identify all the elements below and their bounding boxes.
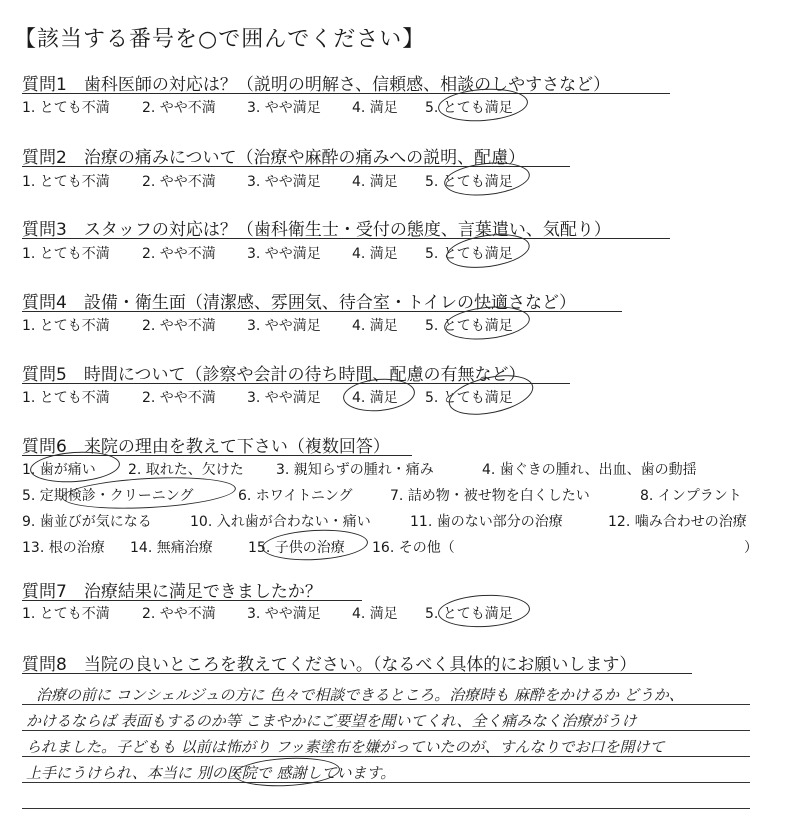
q1-option-3[interactable]: 3. やや満足 [247,100,321,116]
q3-option-3[interactable]: 3. やや満足 [247,246,321,262]
question-7-title: 質問7 治療結果に満足できましたか？ [22,582,322,602]
comment-handwriting-3: られました。子どもも 以前は怖がり フッ素塗布を嫌がっていたのが、すんなりでお口を開けて [26,738,665,756]
q5-option-2[interactable]: 2. やや不満 [142,390,216,406]
q6-reason-9[interactable]: 9. 歯並びが気になる [22,514,152,530]
q7-option-5[interactable]: 5. とても満足 [425,606,513,622]
q7-option-3[interactable]: 3. やや満足 [247,606,321,622]
q6-reason-4[interactable]: 4. 歯ぐきの腫れ、出血、歯の動揺 [482,462,697,478]
q2-option-3[interactable]: 3. やや満足 [247,174,321,190]
question-1-underline [22,93,670,94]
q1-option-1[interactable]: 1. とても不満 [22,100,110,116]
q6-reason-10[interactable]: 10. 入れ歯が合わない・痛い [190,514,371,530]
q6-reason-7[interactable]: 7. 詰め物・被せ物を白くしたい [390,488,590,504]
q7-option-1[interactable]: 1. とても不満 [22,606,110,622]
q6-reason-15[interactable]: 15. 子供の治療 [248,540,345,556]
question-4-title: 質問4 設備・衛生面（清潔感、雰囲気、待合室・トイレの快適さなど） [22,293,576,313]
q6-reason-3[interactable]: 3. 親知らずの腫れ・痛み [276,462,434,478]
q5-option-1[interactable]: 1. とても不満 [22,390,110,406]
q4-option-4[interactable]: 4. 満足 [352,318,398,334]
q4-option-5[interactable]: 5. とても満足 [425,318,513,334]
q6-reason-11[interactable]: 11. 歯のない部分の治療 [410,514,563,530]
comment-handwriting-1: 治療の前に コンシェルジュの方に 色々で相談できるところ。治療時も 麻酔をかけるか どうか、 [36,686,684,704]
q7-answer-circle [437,593,531,630]
question-6-title: 質問6 来院の理由を教えて下さい（複数回答） [22,437,390,457]
q6-reason-16[interactable]: 16. その他（ [372,540,455,556]
question-1-title: 質問1 歯科医師の対応は？（説明の明解さ、信頼感、相談のしやすさなど） [22,75,611,95]
q5-option-5[interactable]: 5. とても満足 [425,390,513,406]
q6-reason-12[interactable]: 12. 噛み合わせの治療 [608,514,747,530]
q3-option-1[interactable]: 1. とても不満 [22,246,110,262]
q2-option-5[interactable]: 5. とても満足 [425,174,513,190]
q6-reason-1[interactable]: 1. 歯が痛い [22,462,96,478]
comment-handwriting-2: かけるならば 表面もするのか等 こまやかにご要望を聞いてくれ、全く痛みなく治療がうけ [26,712,637,730]
q5-option-3[interactable]: 3. やや満足 [247,390,321,406]
question-2-title: 質問2 治療の痛みについて（治療や麻酔の痛みへの説明、配慮） [22,148,526,168]
q7-option-2[interactable]: 2. やや不満 [142,606,216,622]
q6-reason-5[interactable]: 5. 定期検診・クリーニング [22,488,194,504]
q1-option-2[interactable]: 2. やや不満 [142,100,216,116]
q4-option-2[interactable]: 2. やや不満 [142,318,216,334]
q6-other-close-paren: ） [744,540,758,556]
q6-reason-14[interactable]: 14. 無痛治療 [130,540,213,556]
q6-reason-8[interactable]: 8. インプラント [640,488,742,504]
q6-selected-circle-15 [261,527,368,563]
comment-line-5 [22,808,750,809]
q3-option-5[interactable]: 5. とても満足 [425,246,513,262]
q2-option-2[interactable]: 2. やや不満 [142,174,216,190]
question-4-underline [22,311,622,312]
q2-option-1[interactable]: 1. とても不満 [22,174,110,190]
q3-option-4[interactable]: 4. 満足 [352,246,398,262]
q7-option-4[interactable]: 4. 満足 [352,606,398,622]
question-7-underline [22,600,362,601]
q6-reason-6[interactable]: 6. ホワイトニング [238,488,353,504]
page-heading: 【該当する番号を○で囲んでください】 [14,27,426,52]
q6-reason-2[interactable]: 2. 取れた、欠けた [128,462,244,478]
question-8-underline [22,673,692,674]
question-5-title: 質問5 時間について（診察や会計の待ち時間、配慮の有無など） [22,365,526,385]
q5-option-4[interactable]: 4. 満足 [352,390,398,406]
question-8-title: 質問8 当院の良いところを教えてください。（なるべく具体的にお願いします） [22,655,637,675]
comment-circled-phrase [233,755,340,789]
q4-option-1[interactable]: 1. とても不満 [22,318,110,334]
question-3-title: 質問3 スタッフの対応は？（歯科衛生士・受付の態度、言葉遣い、気配り） [22,220,611,240]
q2-option-4[interactable]: 4. 満足 [352,174,398,190]
comment-handwriting-4: 上手にうけられ、本当に 別の医院で 感謝しています。 [26,764,396,782]
q1-option-5[interactable]: 5. とても満足 [425,100,513,116]
question-3-underline [22,238,670,239]
q1-option-4[interactable]: 4. 満足 [352,100,398,116]
q3-option-2[interactable]: 2. やや不満 [142,246,216,262]
q6-reason-13[interactable]: 13. 根の治療 [22,540,105,556]
q4-option-3[interactable]: 3. やや満足 [247,318,321,334]
